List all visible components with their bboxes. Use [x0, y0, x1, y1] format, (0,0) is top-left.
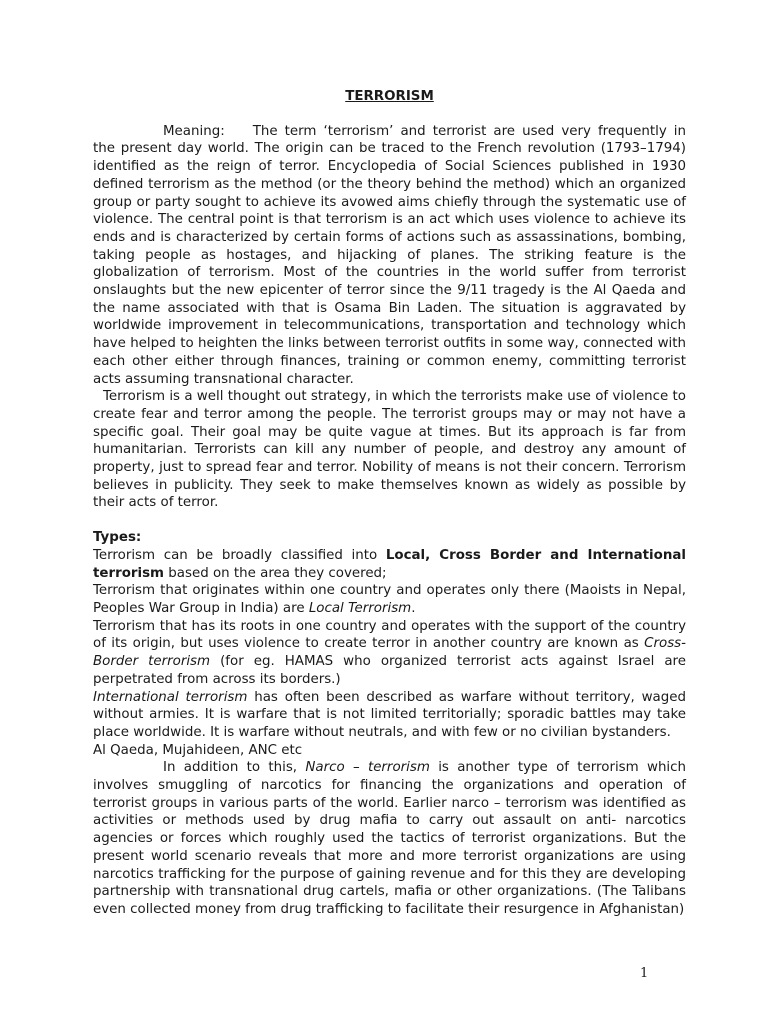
strategy-paragraph: Terrorism is a well thought out strategy, in which the terrorists make use of violence to create fear and terror among the people. The terrorist groups may or may not have a specific goal. Their goal may be quite vague at times. But its approach is far from humanitarian. Terrorists can kill any number of people, and destroy any amount of property, just to spread fear and terror. Nobility of means is not their concern. Terrorism believes in publicity. They seek to make themselves known as widely as possible by their acts of terror.	[93, 389, 686, 511]
document-page	[93, 88, 686, 919]
meaning-text: The term ‘terrorism’ and terrorist are used very frequently in the present day world. The origin can be traced to the French revolution (1793–1794) identified as the reign of terror. Encyclopedia of Social Sciences published in 1930 defined terrorism as the method (or the theory behind the method) which an organized group or party sought to achieve its avowed aims chiefly through the systematic use of violence. The central point is that terrorism is an act which uses violence to achieve its ends and is characterized by certain forms of actions such as assassinations, bombing, taking people as hostages, and hijacking of planes. The striking feature is the globalization of terrorism. Most of the countries in the world suffer from terrorist onslaughts but the new epicenter of terror since the 9/11 tragedy is the Al Qaeda and the name associated with that is Osama Bin Laden. The situation is aggravated by worldwide improvement in telecommunications, transportation and technology which have helped to heighten the links between terrorist outfits in some way, connected with each other either through finances, training or common enemy, committing terrorist acts assuming transnational character.	[93, 123, 686, 387]
types-heading: Types:	[93, 530, 142, 546]
classification-text-end: based on the area they covered;	[164, 565, 387, 581]
local-terrorism-paragraph	[93, 582, 686, 617]
narco-text-end: is another type of terrorism which involves smuggling of narcotics for financing the organizations and operation of terrorist groups in various parts of the world. Earlier narco – terrorism was identified as activities or methods used by drug mafia to carry out assault on anti- narcotics agencies or forces which roughly used the tactics of terrorist organizations. But the present world scenario reveals that more and more terrorist organizations are using narcotics trafficking for the purpose of gaining revenue and for this they are developing partnership with transnational drug cartels, mafia or other organizations. (The Talibans even collected money from drug trafficking to facilitate their resurgence in Afghanistan)	[93, 760, 687, 917]
classification-paragraph	[93, 547, 686, 582]
cross-text-end: (for eg. HAMAS who organized terrorist acts against Israel are perpetrated from across its borders.)	[93, 654, 686, 687]
international-paragraph	[93, 689, 686, 742]
classification-text: Terrorism can be broadly classified into	[93, 547, 386, 563]
international-text: has often been described as warfare without territory, waged without armies. It is warfare that is not limited territorially; sporadic battles may take place worldwide. It is warfare without neutrals, and with few or no civilian bystanders.	[93, 689, 686, 740]
narco-text: In addition to this,	[163, 760, 306, 776]
classification-bold: Local, Cross Border and International terrorism	[93, 547, 687, 581]
cross-border-paragraph	[93, 618, 686, 689]
local-text: Terrorism that originates within one country and operates only there (Maoists in Nepal, Peoples War Group in India) are	[93, 583, 686, 616]
page-title: TERRORISM	[345, 89, 434, 104]
local-text-end: .	[411, 600, 416, 616]
cross-text: Terrorism that has its roots in one country and operates with the support of the country of its origin, but uses violence to create terror in another country are known as	[93, 618, 686, 652]
international-examples: Al Qaeda, Mujahideen, ANC etc	[93, 742, 303, 758]
page-number: 1	[640, 966, 649, 981]
meaning-paragraph	[93, 123, 686, 389]
local-term: Local Terrorism	[308, 600, 412, 616]
meaning-label: Meaning:	[163, 123, 225, 139]
narco-paragraph	[93, 759, 686, 918]
cross-term: Cross-Border terrorism	[93, 636, 686, 670]
international-term: International terrorism	[93, 689, 248, 705]
narco-term: Narco – terrorism	[305, 760, 430, 776]
